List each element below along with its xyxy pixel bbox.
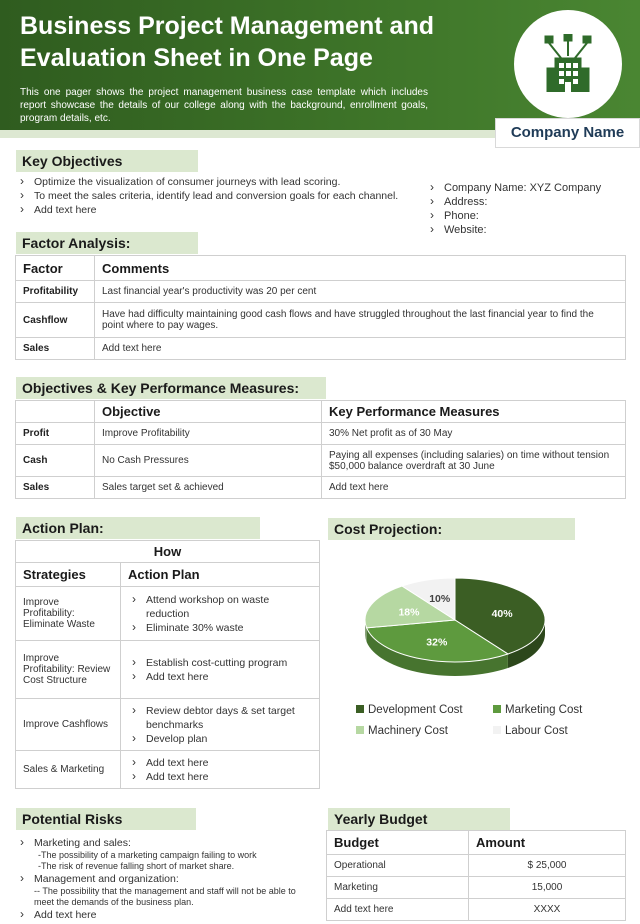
table-row: [327, 877, 626, 899]
logo-badge: [514, 10, 622, 118]
action-plan-table: [15, 540, 320, 789]
table-cell: Improve Profitability: Eliminate Waste: [16, 587, 121, 641]
list-item: [16, 908, 306, 922]
table-cell: 15,000: [469, 877, 626, 899]
table-cell: Marketing: [327, 877, 469, 899]
table-header: [16, 401, 95, 423]
table-header: Strategies: [16, 563, 121, 587]
table-header: Budget: [327, 831, 469, 855]
legend-swatch: [493, 705, 501, 713]
company-name-box: Company Name: [495, 118, 640, 148]
yearly-budget-heading: Yearly Budget: [328, 808, 510, 830]
table-header: Amount: [469, 831, 626, 855]
list-item: › Add text here: [128, 770, 312, 784]
table-row: [16, 338, 626, 360]
risk-detail: -The risk of revenue falling short of market share.: [38, 861, 235, 871]
legend-item: [356, 704, 463, 716]
list-item: › Optimize the visualization of consumer journeys with lead scoring.: [16, 175, 416, 189]
potential-risks-list: [16, 836, 306, 922]
table-cell: Operational: [327, 855, 469, 877]
table-row: [16, 281, 626, 303]
action-plan-heading: Action Plan:: [16, 517, 260, 539]
table-header: Factor: [16, 256, 95, 281]
table-header: Key Performance Measures: [322, 401, 626, 423]
table-cell: Add text here: [327, 899, 469, 921]
legend-label: Labour Cost: [505, 725, 568, 737]
how-header: How: [16, 541, 320, 563]
table-row: [16, 423, 626, 445]
table-header: Objective: [95, 401, 322, 423]
company-name-line: › Company Name: XYZ Company: [426, 181, 626, 195]
table-cell: Sales: [16, 338, 95, 360]
table-cell: Add text here: [322, 477, 626, 499]
header-strip: [0, 130, 495, 138]
phone-line: › Phone:: [426, 209, 626, 223]
risk-label: Management and organization:: [34, 873, 179, 885]
list-item: › To meet the sales criteria, identify lead and conversion goals for each channel.: [16, 189, 416, 203]
table-cell: Add text here: [95, 338, 626, 360]
list-item: › Add text here: [128, 756, 312, 770]
address-line: › Address:: [426, 195, 626, 209]
table-cell: Sales & Marketing: [16, 751, 121, 789]
building-network-icon: [541, 34, 595, 92]
table-row: [327, 899, 626, 921]
table-cell: Have had difficulty maintaining good cash flows and have struggled throughout the last financial year to find the point where to pay wages.: [95, 303, 626, 338]
company-info-list: [426, 181, 626, 237]
risk-label: Marketing and sales:: [34, 837, 131, 849]
key-objectives-heading: Key Objectives: [16, 150, 198, 172]
kpm-heading: Objectives & Key Performance Measures:: [16, 377, 326, 399]
table-row: [16, 445, 626, 477]
risk-label: Add text here: [34, 909, 97, 921]
table-cell: No Cash Pressures: [95, 445, 322, 477]
page-description: This one pager shows the project management business case template which includes report showcase the details of our college along with the background, enrollment goals, program details, etc.: [20, 87, 428, 124]
legend-label: Machinery Cost: [368, 725, 448, 737]
pie-data-label: 40%: [491, 607, 513, 620]
table-cell: Sales: [16, 477, 95, 499]
potential-risks-heading: Potential Risks: [16, 808, 196, 830]
pie-data-label: 18%: [398, 606, 420, 619]
factor-analysis-table: [15, 255, 626, 360]
table-cell: Cash: [16, 445, 95, 477]
chart-legend: [356, 704, 626, 744]
table-cell: XXXX: [469, 899, 626, 921]
list-item: › Establish cost-cutting program: [128, 656, 312, 670]
table-cell: Improve Profitability: Review Cost Structure: [16, 641, 121, 699]
table-cell: Improve Profitability: [95, 423, 322, 445]
table-cell: Cashflow: [16, 303, 95, 338]
kpm-table: [15, 400, 626, 499]
page-title: Business Project Management and Evaluation Sheet in One Page: [20, 12, 435, 72]
risk-detail: -The possibility of a marketing campaign failing to work: [38, 850, 257, 860]
table-row: [327, 855, 626, 877]
list-item: [16, 836, 306, 850]
list-item: › Eliminate 30% waste: [128, 621, 312, 635]
website-line: › Website:: [426, 223, 626, 237]
table-row: [16, 587, 320, 641]
table-cell: $ 25,000: [469, 855, 626, 877]
list-item: › Add text here: [128, 670, 312, 684]
list-item: › Attend workshop on waste reduction: [128, 593, 312, 621]
table-row: [16, 641, 320, 699]
table-cell: Paying all expenses (including salaries) on time without tension $50,000 balance overdraft at 30 June: [322, 445, 626, 477]
table-cell: Profitability: [16, 281, 95, 303]
pie-data-label: 10%: [429, 593, 451, 606]
legend-swatch: [356, 705, 364, 713]
legend-swatch: [493, 726, 501, 734]
legend-label: Marketing Cost: [505, 704, 583, 716]
table-cell: Improve Cashflows: [16, 699, 121, 751]
cost-pie-chart: [360, 570, 570, 690]
legend-item: [356, 725, 448, 737]
list-item: › Review debtor days & set target benchmarks: [128, 704, 312, 732]
table-cell: Last financial year's productivity was 20 per cent: [95, 281, 626, 303]
key-objectives-list: [16, 175, 416, 217]
risk-detail: -- The possibility that the management and staff will not be able to meet the demands of the business plan.: [34, 886, 296, 907]
legend-swatch: [356, 726, 364, 734]
yearly-budget-table: [326, 830, 626, 921]
list-item: [16, 872, 306, 886]
list-item: › Add text here: [16, 203, 416, 217]
list-item: › Develop plan: [128, 732, 312, 746]
table-row: [16, 303, 626, 338]
legend-item: [493, 704, 582, 716]
pie-data-label: 32%: [426, 636, 448, 649]
table-row: [16, 751, 320, 789]
legend-item: [493, 725, 568, 737]
cost-projection-heading: Cost Projection:: [328, 518, 575, 540]
table-cell: 30% Net profit as of 30 May: [322, 423, 626, 445]
factor-analysis-heading: Factor Analysis:: [16, 232, 198, 254]
table-cell: Profit: [16, 423, 95, 445]
table-header: Comments: [95, 256, 626, 281]
legend-label: Development Cost: [368, 704, 463, 716]
table-row: [16, 699, 320, 751]
table-row: [16, 477, 626, 499]
table-header: Action Plan: [121, 563, 320, 587]
table-cell: Sales target set & achieved: [95, 477, 322, 499]
